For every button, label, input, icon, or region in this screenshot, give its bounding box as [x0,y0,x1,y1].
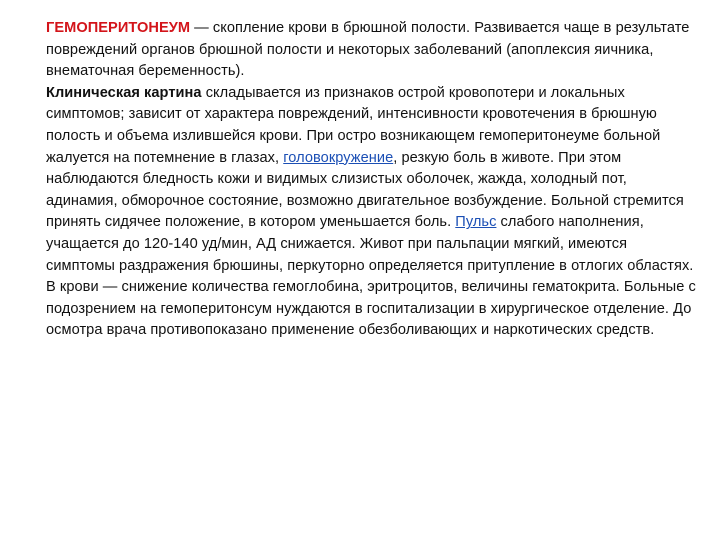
clinical-text-3: слабого наполнения, учащается до 120-140 уд/мин, АД снижается. Живот при пальпации мягкий, имеются симптомы раздражения брюшины, перкуторно определяется притупление в отлогих областях. В крови — снижение количества гемоглобина, эритроцитов, величины гематокрита. Больные с подозрением на гемоперитонсум нуждаются в госпитализации в хирургическое отделение. До осмотра врача противопоказано применение обезболивающих и наркотических средств. [46,214,696,339]
clinical-text-1: складывается из признаков острой кровопотери и локальных симптомов; зависит от характера повреждений, интенсивности кровотечения в брюшную полость и объема излившейся крови. При остро возникающем гемоперитонеуме больной жалуется на потемнение в глазах, [46,84,661,166]
definition-text: — скопление крови в брюшной полости. Развивается чаще в результате повреждений органов брюшной полости и некоторых заболеваний (апоплексия яичника, внематочная беременность). [46,20,690,80]
clinical-text-2: , резкую боль в животе. При этом наблюдаются бледность кожи и видимых слизистых оболочек, жажда, холодный пот, адинамия, обморочное состояние, возможно двигательное возбуждение. Больной стремится принять сидячее положение, в котором уменьшается боль. [46,149,684,231]
text-body [46,18,696,342]
term-clinical-picture: Клиническая картина [46,84,202,101]
definition-paragraph [46,18,696,83]
link-pulse[interactable]: Пульс [455,214,497,231]
link-dizziness[interactable]: головокружение [283,149,394,166]
term-hemoperitoneum: ГЕМОПЕРИТОНЕУМ [46,20,191,36]
clinical-paragraph [46,83,696,342]
